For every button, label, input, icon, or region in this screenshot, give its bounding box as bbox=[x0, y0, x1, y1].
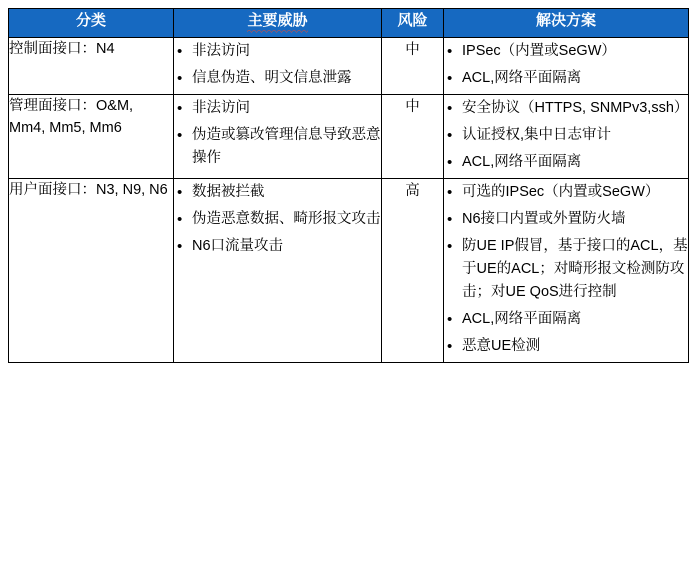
list-item: • 信息伪造、明文信息泄露 bbox=[174, 67, 381, 90]
cell-solutions bbox=[444, 38, 689, 95]
column-header-risk: 风险 bbox=[382, 9, 444, 38]
list-item: • 伪造恶意数据、畸形报文攻击 bbox=[174, 208, 381, 231]
list-item: • 认证授权,集中日志审计 bbox=[444, 124, 688, 147]
list-item: • ACL,网络平面隔离 bbox=[444, 151, 688, 174]
list-item: • 可选的IPSec（内置或SeGW） bbox=[444, 181, 688, 204]
list-item: • 非法访问 bbox=[174, 40, 381, 63]
threat-risk-table bbox=[8, 8, 689, 363]
list-item: • ACL,网络平面隔离 bbox=[444, 308, 688, 331]
solution-list bbox=[444, 40, 688, 90]
cell-category: 控制面接口：N4 bbox=[9, 38, 174, 95]
list-item: • 伪造或篡改管理信息导致恶意操作 bbox=[174, 124, 381, 170]
column-header-threats-label: 主要威胁 bbox=[247, 9, 307, 30]
cell-threats bbox=[174, 95, 382, 179]
column-header-solutions: 解决方案 bbox=[444, 9, 689, 38]
cell-category: 用户面接口：N3, N9, N6 bbox=[9, 179, 174, 363]
cell-category: 管理面接口：O&M, Mm4, Mm5, Mm6 bbox=[9, 95, 174, 179]
list-item: • 防UE IP假冒，基于接口的ACL，基于UE的ACL；对畸形报文检测防攻击；对UE QoS进行控制 bbox=[444, 235, 688, 304]
cell-risk: 中 bbox=[382, 38, 444, 95]
threat-list bbox=[174, 40, 381, 90]
column-header-category: 分类 bbox=[9, 9, 174, 38]
column-header-threats bbox=[174, 9, 382, 38]
list-item: • 安全协议（HTTPS, SNMPv3,ssh） bbox=[444, 97, 688, 120]
cell-risk: 中 bbox=[382, 95, 444, 179]
table-header-row bbox=[9, 9, 689, 38]
list-item: • 非法访问 bbox=[174, 97, 381, 120]
solution-list bbox=[444, 97, 688, 174]
list-item: • N6接口内置或外置防火墙 bbox=[444, 208, 688, 231]
list-item: • N6口流量攻击 bbox=[174, 235, 381, 258]
cell-solutions bbox=[444, 179, 689, 363]
list-item: • 恶意UE检测 bbox=[444, 335, 688, 358]
table-row bbox=[9, 95, 689, 179]
list-item: • 数据被拦截 bbox=[174, 181, 381, 204]
threat-list bbox=[174, 181, 381, 258]
cell-solutions bbox=[444, 95, 689, 179]
cell-threats bbox=[174, 179, 382, 363]
table-row bbox=[9, 38, 689, 95]
cell-threats bbox=[174, 38, 382, 95]
cell-risk: 高 bbox=[382, 179, 444, 363]
table-row bbox=[9, 179, 689, 363]
list-item: • IPSec（内置或SeGW） bbox=[444, 40, 688, 63]
threat-list bbox=[174, 97, 381, 170]
list-item: • ACL,网络平面隔离 bbox=[444, 67, 688, 90]
solution-list bbox=[444, 181, 688, 358]
